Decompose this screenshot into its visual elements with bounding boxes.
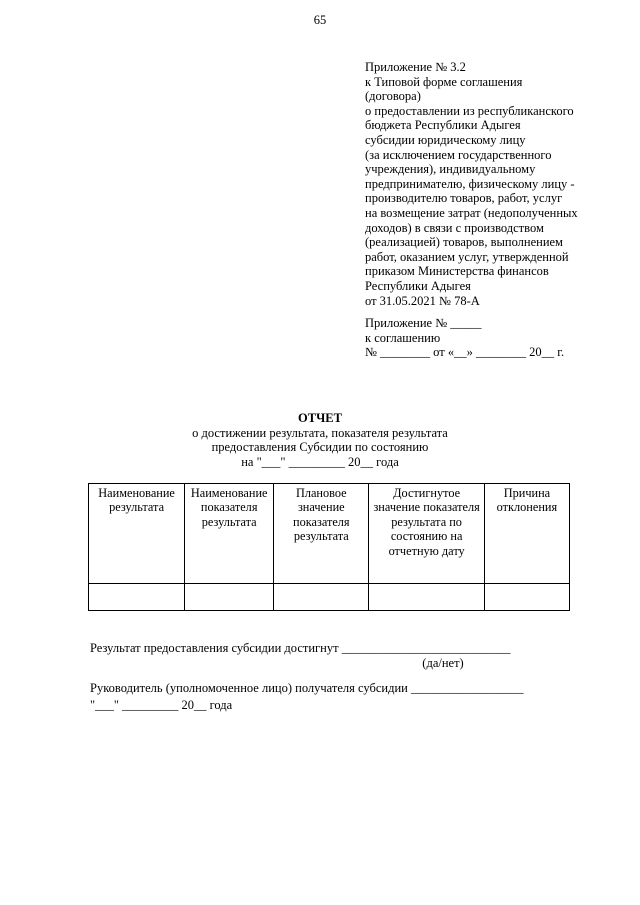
- text-line: на "___" _________ 20__ года: [241, 454, 399, 469]
- text-line: № ________ от «__» ________ 20__ г.: [365, 345, 565, 360]
- report-title: ОТЧЕТ: [298, 411, 342, 425]
- table-header-row: [89, 484, 570, 584]
- table-cell: [185, 584, 274, 611]
- report-table-body: [89, 584, 570, 611]
- text-line: о предоставлении из республиканского: [365, 103, 574, 118]
- text-line: доходов) в связи с производством: [365, 220, 544, 235]
- report-table-header: [89, 484, 570, 584]
- table-row: [89, 584, 570, 611]
- date-line: "___" _________ 20__ года: [90, 698, 233, 712]
- agreement-reference-block: [365, 316, 579, 360]
- text-line: Приложение № 3.2: [365, 60, 466, 74]
- text-line: производителю товаров, работ, услуг: [365, 191, 563, 206]
- report-table: [88, 483, 570, 611]
- text-line: (за исключением государственного: [365, 147, 552, 162]
- page-number: 65: [313, 13, 327, 27]
- text-line: субсидии юридическому лицу: [365, 132, 526, 147]
- table-cell: [89, 584, 185, 611]
- appendix-reference-block: [365, 60, 579, 308]
- text-line: Республики Адыгея: [365, 278, 471, 293]
- text-line: учреждения), индивидуальному: [365, 162, 536, 177]
- text-line: предоставления Субсидии по состоянию: [211, 440, 429, 455]
- result-achieved-line: Результат предоставления субсидии достигнут ___________________________: [90, 641, 511, 655]
- text-line: приказом Министерства финансов: [365, 264, 549, 279]
- report-title-block: [0, 411, 640, 469]
- table-cell: [484, 584, 569, 611]
- table-header-cell: Наименование результата: [89, 484, 185, 584]
- text-line: к Типовой форме соглашения (договора): [365, 74, 523, 104]
- text-line: от 31.05.2021 № 78-А: [365, 293, 480, 308]
- table-header-cell: Плановое значение показателя результата: [274, 484, 369, 584]
- text-line: предпринимателю, физическому лицу -: [365, 176, 575, 191]
- table-header-cell: Наименование показателя результата: [185, 484, 274, 584]
- head-signature-line: Руководитель (уполномоченное лицо) получателя субсидии __________________: [90, 681, 524, 695]
- table-cell: [369, 584, 484, 611]
- text-line: на возмещение затрат (недополученных: [365, 205, 578, 220]
- text-line: о достижении результата, показателя результата: [192, 425, 448, 440]
- table-header-cell: Достигнутое значение показателя результата по состоянию на отчетную дату: [369, 484, 484, 584]
- text-line: (реализацией) товаров, выполнением: [365, 235, 563, 250]
- text-line: Приложение № _____: [365, 316, 482, 330]
- text-line: работ, оказанием услуг, утвержденной: [365, 249, 569, 264]
- table-cell: [274, 584, 369, 611]
- text-line: к соглашению: [365, 330, 441, 345]
- report-subtitle: [0, 426, 640, 470]
- yes-no-note: (да/нет): [422, 656, 464, 670]
- text-line: бюджета Республики Адыгея: [365, 118, 521, 133]
- table-header-cell: Причина отклонения: [484, 484, 569, 584]
